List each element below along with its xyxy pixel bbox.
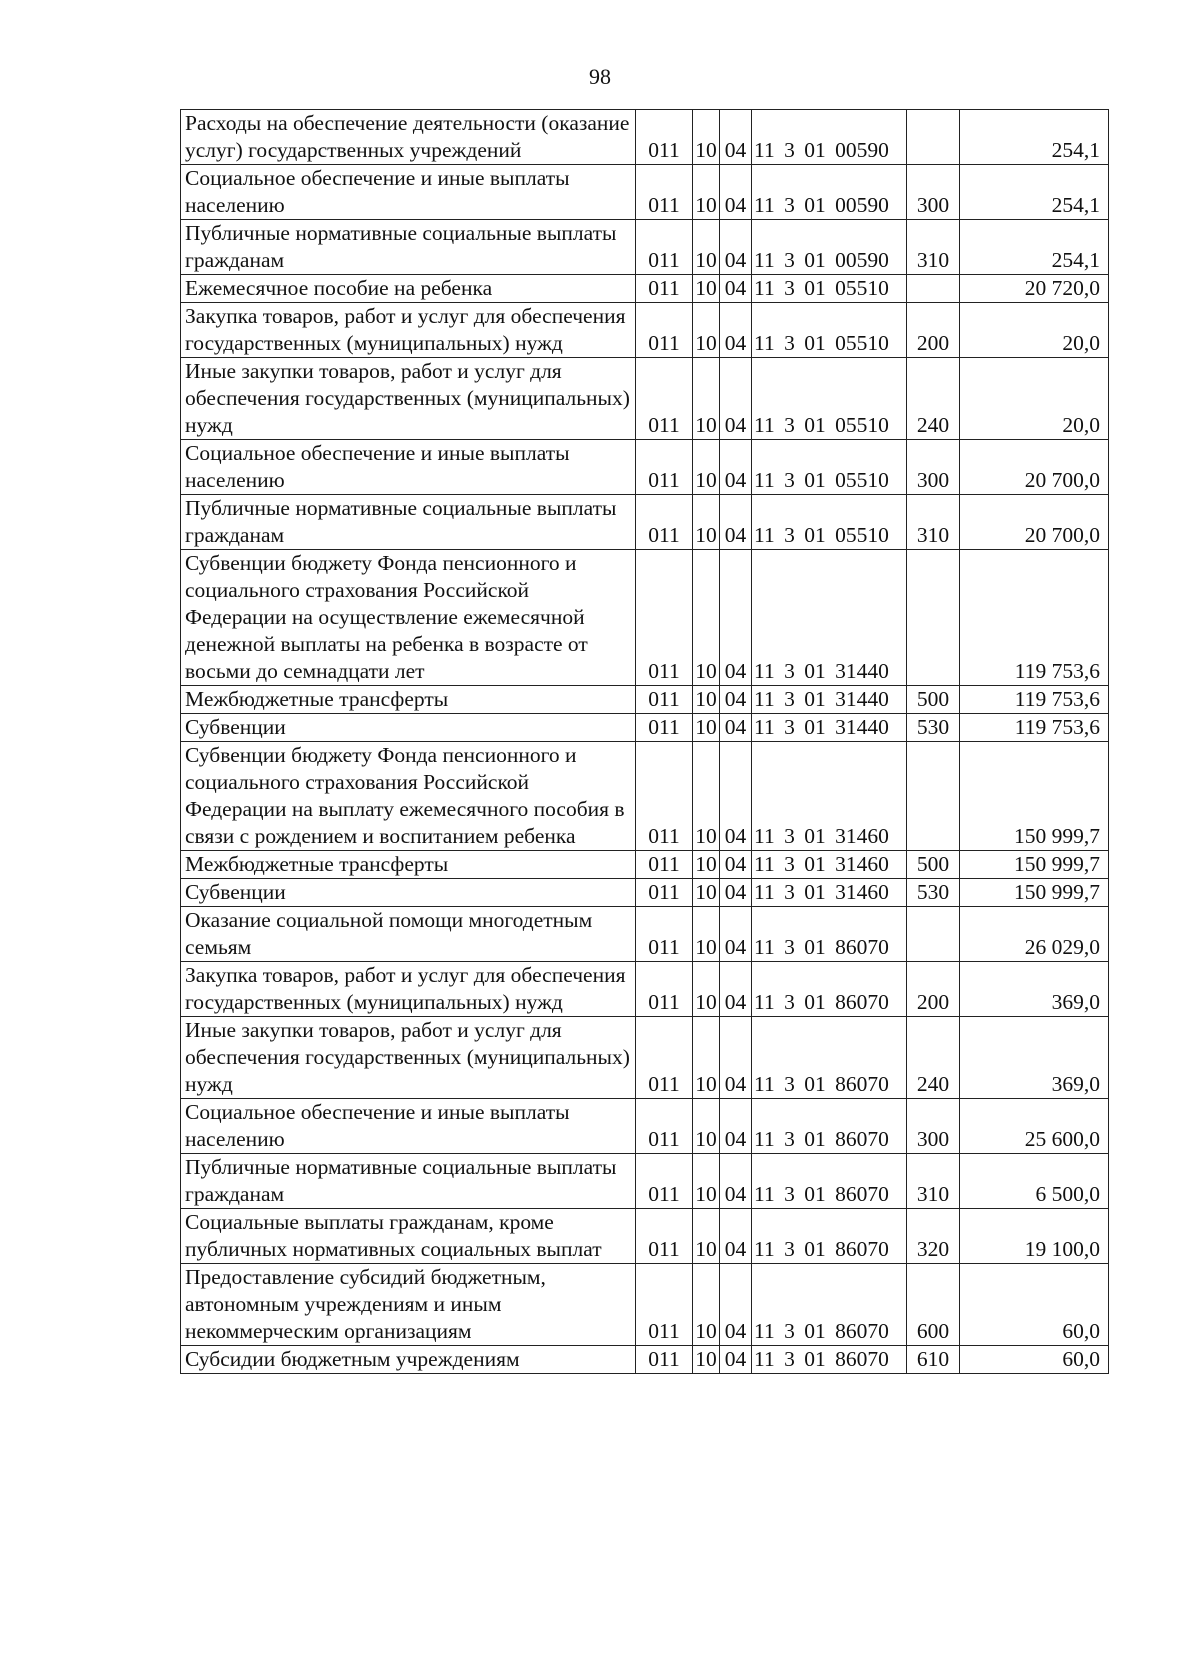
expense-name-cell: Иные закупки товаров, работ и услуг для обеспечения государственных (муниципальных) нужд (181, 1017, 636, 1099)
table-row (181, 440, 1109, 495)
subsection-code-cell: 04 (720, 851, 752, 879)
department-code-cell: 011 (636, 1099, 693, 1154)
section-code-cell: 10 (693, 1346, 720, 1374)
target-article-code-cell: 11 3 01 31460 (752, 851, 907, 879)
target-article-code-cell: 11 3 01 31460 (752, 879, 907, 907)
subsection-code-cell: 04 (720, 1099, 752, 1154)
table-row (181, 303, 1109, 358)
department-code-cell: 011 (636, 1209, 693, 1264)
expense-type-code-cell: 500 (907, 686, 960, 714)
target-article-code-cell: 11 3 01 31440 (752, 714, 907, 742)
department-code-cell: 011 (636, 1346, 693, 1374)
target-article-code-cell: 11 3 01 86070 (752, 1264, 907, 1346)
section-code-cell: 10 (693, 1264, 720, 1346)
subsection-code-cell: 04 (720, 742, 752, 851)
subsection-code-cell: 04 (720, 1154, 752, 1209)
expense-type-code-cell: 300 (907, 165, 960, 220)
amount-cell: 19 100,0 (960, 1209, 1109, 1264)
expense-name-cell: Субвенции (181, 879, 636, 907)
department-code-cell: 011 (636, 907, 693, 962)
amount-cell: 25 600,0 (960, 1099, 1109, 1154)
section-code-cell: 10 (693, 851, 720, 879)
table-row (181, 714, 1109, 742)
subsection-code-cell: 04 (720, 358, 752, 440)
expense-type-code-cell: 310 (907, 495, 960, 550)
table-row (181, 879, 1109, 907)
target-article-code-cell: 11 3 01 31440 (752, 550, 907, 686)
expense-name-cell: Социальные выплаты гражданам, кроме публичных нормативных социальных выплат (181, 1209, 636, 1264)
expense-type-code-cell: 320 (907, 1209, 960, 1264)
section-code-cell: 10 (693, 879, 720, 907)
section-code-cell: 10 (693, 742, 720, 851)
section-code-cell: 10 (693, 686, 720, 714)
amount-cell: 26 029,0 (960, 907, 1109, 962)
subsection-code-cell: 04 (720, 440, 752, 495)
target-article-code-cell: 11 3 01 86070 (752, 1099, 907, 1154)
expense-type-code-cell: 300 (907, 1099, 960, 1154)
expense-name-cell: Социальное обеспечение и иные выплаты населению (181, 440, 636, 495)
table-row (181, 220, 1109, 275)
table-row (181, 851, 1109, 879)
subsection-code-cell: 04 (720, 303, 752, 358)
amount-cell: 20,0 (960, 358, 1109, 440)
section-code-cell: 10 (693, 165, 720, 220)
expense-type-code-cell (907, 742, 960, 851)
subsection-code-cell: 04 (720, 907, 752, 962)
table-row (181, 1264, 1109, 1346)
department-code-cell: 011 (636, 851, 693, 879)
expense-name-cell: Оказание социальной помощи многодетным семьям (181, 907, 636, 962)
target-article-code-cell: 11 3 01 00590 (752, 165, 907, 220)
expense-name-cell: Закупка товаров, работ и услуг для обеспечения государственных (муниципальных) нужд (181, 962, 636, 1017)
target-article-code-cell: 11 3 01 05510 (752, 303, 907, 358)
expense-type-code-cell: 310 (907, 1154, 960, 1209)
subsection-code-cell: 04 (720, 1017, 752, 1099)
section-code-cell: 10 (693, 962, 720, 1017)
table-row (181, 495, 1109, 550)
expense-name-cell: Субвенции бюджету Фонда пенсионного и социального страхования Российской Федерации на выплату ежемесячного пособия в связи с рождением и воспитанием ребенка (181, 742, 636, 851)
expense-type-code-cell: 240 (907, 358, 960, 440)
section-code-cell: 10 (693, 440, 720, 495)
subsection-code-cell: 04 (720, 1209, 752, 1264)
section-code-cell: 10 (693, 1099, 720, 1154)
expense-type-code-cell: 310 (907, 220, 960, 275)
department-code-cell: 011 (636, 110, 693, 165)
expense-type-code-cell: 500 (907, 851, 960, 879)
department-code-cell: 011 (636, 165, 693, 220)
expense-type-code-cell (907, 550, 960, 686)
expense-name-cell: Закупка товаров, работ и услуг для обеспечения государственных (муниципальных) нужд (181, 303, 636, 358)
expense-type-code-cell: 240 (907, 1017, 960, 1099)
subsection-code-cell: 04 (720, 495, 752, 550)
amount-cell: 6 500,0 (960, 1154, 1109, 1209)
table-row (181, 1099, 1109, 1154)
section-code-cell: 10 (693, 907, 720, 962)
amount-cell: 20 700,0 (960, 440, 1109, 495)
section-code-cell: 10 (693, 220, 720, 275)
amount-cell: 20 720,0 (960, 275, 1109, 303)
expense-type-code-cell (907, 110, 960, 165)
subsection-code-cell: 04 (720, 879, 752, 907)
expense-name-cell: Межбюджетные трансферты (181, 851, 636, 879)
target-article-code-cell: 11 3 01 05510 (752, 275, 907, 303)
target-article-code-cell: 11 3 01 86070 (752, 1346, 907, 1374)
section-code-cell: 10 (693, 495, 720, 550)
section-code-cell: 10 (693, 358, 720, 440)
expense-type-code-cell: 300 (907, 440, 960, 495)
target-article-code-cell: 11 3 01 00590 (752, 220, 907, 275)
table-row (181, 358, 1109, 440)
expense-name-cell: Предоставление субсидий бюджетным, автономным учреждениям и иным некоммерческим организациям (181, 1264, 636, 1346)
table-row (181, 1154, 1109, 1209)
target-article-code-cell: 11 3 01 86070 (752, 907, 907, 962)
department-code-cell: 011 (636, 686, 693, 714)
department-code-cell: 011 (636, 962, 693, 1017)
table-row (181, 165, 1109, 220)
department-code-cell: 011 (636, 1264, 693, 1346)
target-article-code-cell: 11 3 01 86070 (752, 962, 907, 1017)
expense-name-cell: Публичные нормативные социальные выплаты гражданам (181, 1154, 636, 1209)
table-row (181, 907, 1109, 962)
department-code-cell: 011 (636, 1154, 693, 1209)
expense-type-code-cell (907, 907, 960, 962)
expense-name-cell: Расходы на обеспечение деятельности (оказание услуг) государственных учреждений (181, 110, 636, 165)
amount-cell: 119 753,6 (960, 550, 1109, 686)
amount-cell: 60,0 (960, 1264, 1109, 1346)
expense-name-cell: Публичные нормативные социальные выплаты гражданам (181, 495, 636, 550)
expense-name-cell: Социальное обеспечение и иные выплаты населению (181, 1099, 636, 1154)
expense-type-code-cell: 530 (907, 714, 960, 742)
section-code-cell: 10 (693, 550, 720, 686)
subsection-code-cell: 04 (720, 686, 752, 714)
table-row (181, 742, 1109, 851)
department-code-cell: 011 (636, 275, 693, 303)
expense-name-cell: Ежемесячное пособие на ребенка (181, 275, 636, 303)
expense-name-cell: Публичные нормативные социальные выплаты гражданам (181, 220, 636, 275)
department-code-cell: 011 (636, 714, 693, 742)
amount-cell: 369,0 (960, 1017, 1109, 1099)
department-code-cell: 011 (636, 440, 693, 495)
target-article-code-cell: 11 3 01 31460 (752, 742, 907, 851)
section-code-cell: 10 (693, 303, 720, 358)
amount-cell: 119 753,6 (960, 686, 1109, 714)
amount-cell: 254,1 (960, 110, 1109, 165)
expense-type-code-cell: 200 (907, 962, 960, 1017)
amount-cell: 254,1 (960, 165, 1109, 220)
table-row (181, 1017, 1109, 1099)
table-row (181, 550, 1109, 686)
amount-cell: 20 700,0 (960, 495, 1109, 550)
expense-name-cell: Субвенции бюджету Фонда пенсионного и социального страхования Российской Федерации на осуществление ежемесячной денежной выплаты на ребенка в возрасте от восьми до семнадцати лет (181, 550, 636, 686)
table-row (181, 275, 1109, 303)
subsection-code-cell: 04 (720, 550, 752, 686)
amount-cell: 254,1 (960, 220, 1109, 275)
table-row (181, 686, 1109, 714)
target-article-code-cell: 11 3 01 05510 (752, 495, 907, 550)
expense-name-cell: Межбюджетные трансферты (181, 686, 636, 714)
expense-name-cell: Субвенции (181, 714, 636, 742)
amount-cell: 150 999,7 (960, 851, 1109, 879)
department-code-cell: 011 (636, 303, 693, 358)
subsection-code-cell: 04 (720, 110, 752, 165)
section-code-cell: 10 (693, 110, 720, 165)
department-code-cell: 011 (636, 220, 693, 275)
target-article-code-cell: 11 3 01 31440 (752, 686, 907, 714)
amount-cell: 60,0 (960, 1346, 1109, 1374)
target-article-code-cell: 11 3 01 86070 (752, 1209, 907, 1264)
subsection-code-cell: 04 (720, 1346, 752, 1374)
expense-type-code-cell: 600 (907, 1264, 960, 1346)
section-code-cell: 10 (693, 1209, 720, 1264)
subsection-code-cell: 04 (720, 275, 752, 303)
department-code-cell: 011 (636, 495, 693, 550)
table-row (181, 110, 1109, 165)
subsection-code-cell: 04 (720, 220, 752, 275)
page-number: 98 (589, 64, 611, 89)
budget-table-body (181, 110, 1109, 1374)
target-article-code-cell: 11 3 01 86070 (752, 1154, 907, 1209)
table-row (181, 1346, 1109, 1374)
table-row (181, 962, 1109, 1017)
amount-cell: 119 753,6 (960, 714, 1109, 742)
department-code-cell: 011 (636, 358, 693, 440)
section-code-cell: 10 (693, 275, 720, 303)
amount-cell: 369,0 (960, 962, 1109, 1017)
subsection-code-cell: 04 (720, 962, 752, 1017)
target-article-code-cell: 11 3 01 00590 (752, 110, 907, 165)
target-article-code-cell: 11 3 01 05510 (752, 440, 907, 495)
target-article-code-cell: 11 3 01 86070 (752, 1017, 907, 1099)
amount-cell: 150 999,7 (960, 879, 1109, 907)
department-code-cell: 011 (636, 879, 693, 907)
table-row (181, 1209, 1109, 1264)
expense-type-code-cell (907, 275, 960, 303)
department-code-cell: 011 (636, 742, 693, 851)
target-article-code-cell: 11 3 01 05510 (752, 358, 907, 440)
expense-type-code-cell: 530 (907, 879, 960, 907)
section-code-cell: 10 (693, 1017, 720, 1099)
expense-name-cell: Социальное обеспечение и иные выплаты населению (181, 165, 636, 220)
department-code-cell: 011 (636, 1017, 693, 1099)
section-code-cell: 10 (693, 1154, 720, 1209)
expense-name-cell: Иные закупки товаров, работ и услуг для обеспечения государственных (муниципальных) нужд (181, 358, 636, 440)
subsection-code-cell: 04 (720, 165, 752, 220)
department-code-cell: 011 (636, 550, 693, 686)
expense-type-code-cell: 200 (907, 303, 960, 358)
section-code-cell: 10 (693, 714, 720, 742)
expense-name-cell: Субсидии бюджетным учреждениям (181, 1346, 636, 1374)
subsection-code-cell: 04 (720, 1264, 752, 1346)
budget-table (180, 109, 1109, 1374)
expense-type-code-cell: 610 (907, 1346, 960, 1374)
amount-cell: 20,0 (960, 303, 1109, 358)
amount-cell: 150 999,7 (960, 742, 1109, 851)
subsection-code-cell: 04 (720, 714, 752, 742)
